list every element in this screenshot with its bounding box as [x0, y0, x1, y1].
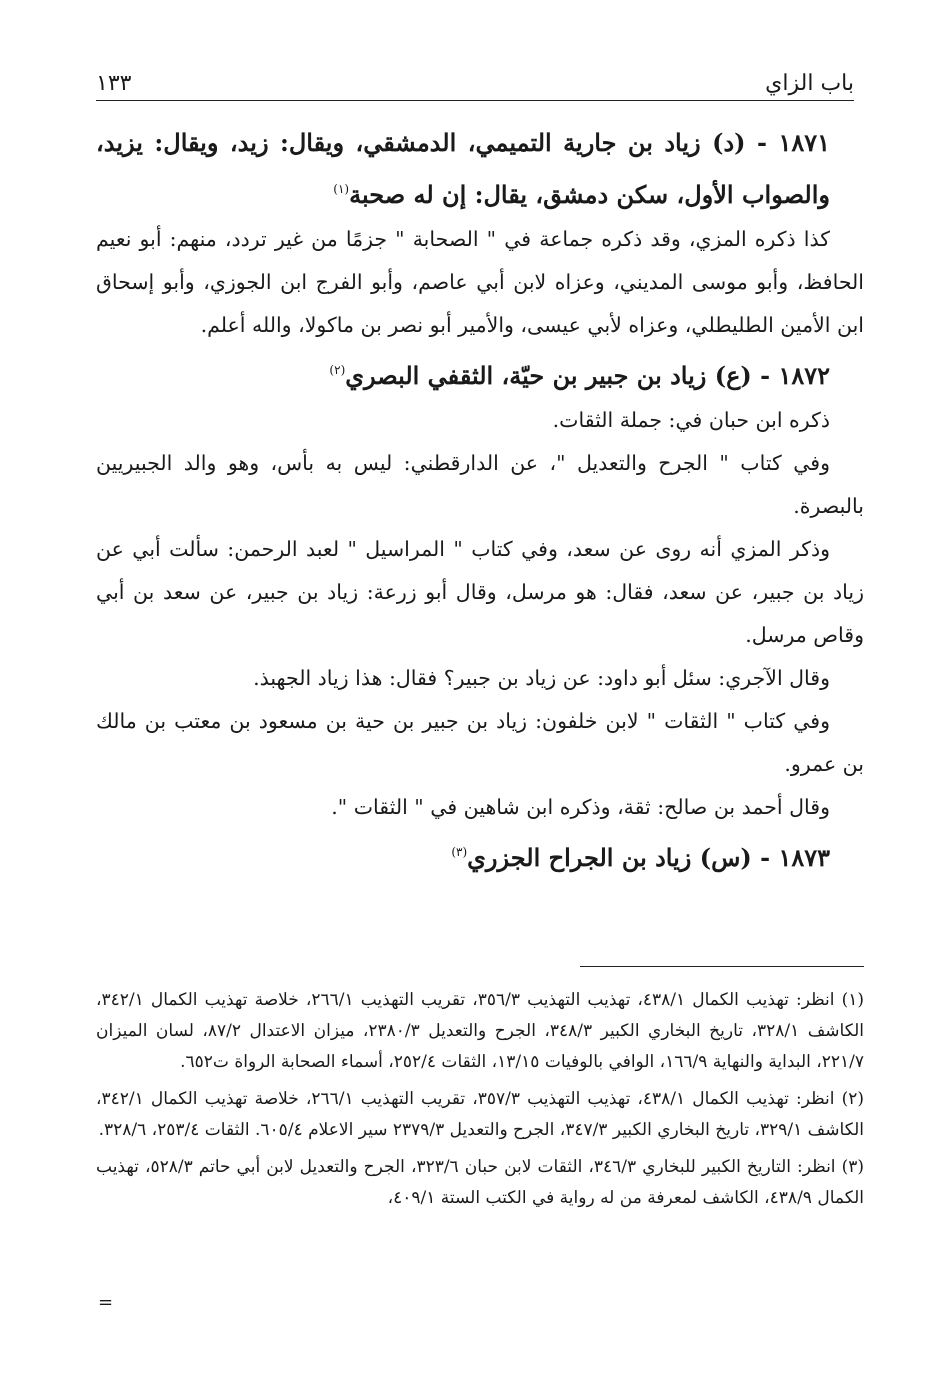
entry-1872-paragraph-2: وفي كتاب " الجرح والتعديل "، عن الدارقطني: ليس به بأس، وهو والد الجبيريين بالبصرة.: [96, 451, 864, 518]
footnotes: [96, 985, 864, 1220]
entry-1872-paragraph-1: ذكره ابن حبان في: جملة الثقات.: [552, 408, 830, 432]
entry-1872-paragraph-4: وقال الآجري: سئل أبو داود: عن زياد بن جبير؟ فقال: هذا زياد الجهبذ.: [253, 666, 830, 690]
footnote-ref-2: (٢): [329, 363, 346, 377]
footnote-ref-1: (١): [333, 182, 350, 196]
entry-1873-title: ١٨٧٣ - (س) زياد بن الجراح الجزري: [467, 843, 830, 872]
footnote-ref-3: (٣): [451, 845, 468, 859]
footnote-continuation-mark: =: [98, 1292, 114, 1313]
footnote-3: (٣) انظر: التاريخ الكبير للبخاري ٣٤٦/٣، الثقات لابن حبان ٣٢٣/٦، الجرح والتعديل لابن أبي حاتم ٥٢٨/٣، تهذيب الكمال ٤٣٨/٩، الكاشف لمعرفة من له رواية في الكتب الستة ٤٠٩/١،: [96, 1157, 864, 1208]
entry-1872-paragraph-3: وذكر المزي أنه روى عن سعد، وفي كتاب " المراسيل " لعبد الرحمن: سألت أبي عن زياد بن جبير، عن سعد، فقال: هو مرسل، وقال أبو زرعة: زياد بن جبير، عن سعد بن أبي وقاص مرسل.: [96, 537, 864, 647]
footnote-2: (٢) انظر: تهذيب الكمال ٤٣٨/١، تهذيب التهذيب ٣٥٧/٣، تقريب التهذيب ٢٦٦/١، خلاصة تهذيب الكمال ٣٤٢/١، الكاشف ٣٢٩/١، تاريخ البخاري الكبير ٣٤٧/٣، الجرح والتعديل ٢٣٧٩/٣ سير الاعلام ٦٠٥/٤. الثقات ٢٥٣/٤، ٣٢٨/٦.: [96, 1089, 865, 1140]
entry-1871-heading: [96, 120, 864, 218]
footnote-separator: [580, 966, 864, 967]
entry-1871-title: ١٨٧١ - (د) زياد بن جارية التميمي، الدمشقي، ويقال: زيد، ويقال: يزيد، والصواب الأول، سكن دمشق، يقال: إن له صحبة: [96, 128, 830, 209]
page-number: ١٣٣: [96, 71, 132, 96]
footnote-1: (١) انظر: تهذيب الكمال ٤٣٨/١، تهذيب التهذيب ٣٥٦/٣، تقريب التهذيب ٢٦٦/١، خلاصة تهذيب الكمال ٣٤٢/١، الكاشف ٣٢٨/١، تاريخ البخاري الكبير ٣٤٨/٣، الجرح والتعديل ٢٣٨٠/٣، ميزان الاعتدال ٨٧/٢، لسان الميزان ٢٢١/٧، البداية والنهاية ١٦٦/٩، الوافي بالوفيات ١٣/١٥، الثقات ٢٥٢/٤، أسماء الصحابة الرواة ت٦٥٢.: [96, 990, 865, 1072]
running-header: [96, 62, 854, 101]
entry-1871-paragraph: كذا ذكره المزي، وقد ذكره جماعة في " الصحابة " جزمًا من غير تردد، منهم: أبو نعيم الحافظ، وأبو موسى المديني، وعزاه لابن أبي عاصم، وأبو الفرج ابن الجوزي، وأبو إسحاق ابن الأمين الطليطلي، وعزاه لأبي عيسى، والأمير أبو نصر بن ماكولا، والله أعلم.: [96, 227, 864, 337]
entry-1872-paragraph-6: وقال أحمد بن صالح: ثقة، وذكره ابن شاهين في " الثقات ".: [331, 795, 830, 819]
entry-1872-heading: [96, 347, 864, 399]
entry-1872-title: ١٨٧٢ - (ع) زياد بن جبير بن حيّة، الثقفي البصري: [345, 361, 830, 390]
chapter-title: باب الزاي: [765, 71, 854, 96]
main-text: [96, 120, 864, 881]
entry-1873-heading: [96, 829, 864, 881]
entry-1872-paragraph-5: وفي كتاب " الثقات " لابن خلفون: زياد بن جبير بن حية بن مسعود بن معتب بن مالك بن عمرو.: [96, 709, 864, 776]
